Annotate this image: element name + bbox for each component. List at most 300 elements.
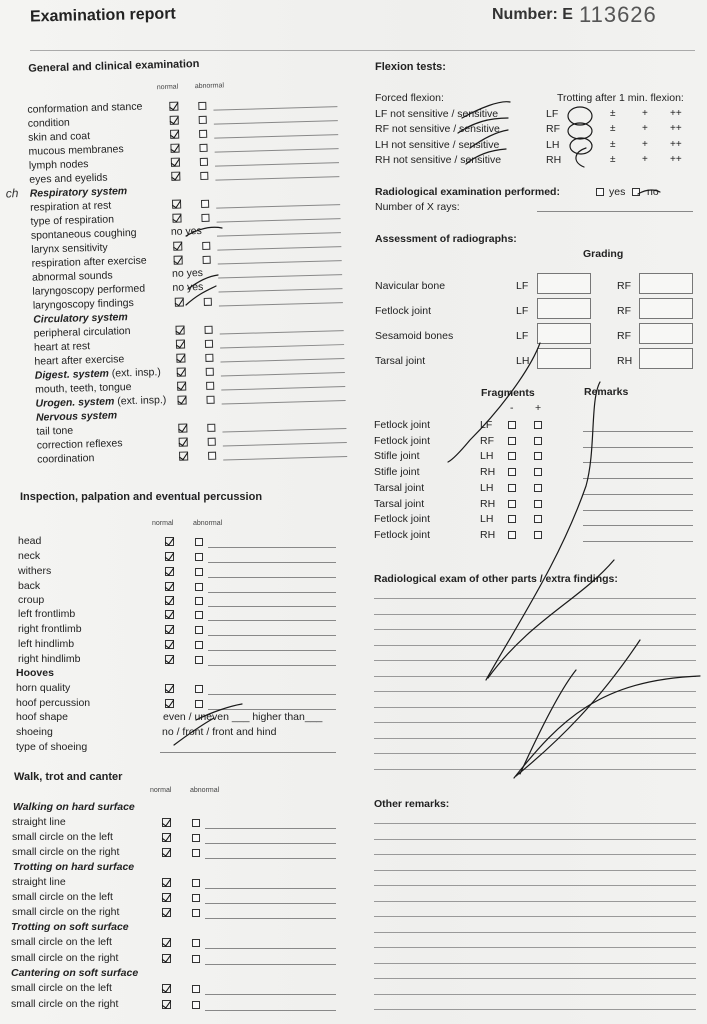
hooves-title: Hooves bbox=[16, 667, 54, 679]
normal-checkbox-checked[interactable] bbox=[171, 172, 180, 181]
entry-line bbox=[208, 577, 336, 578]
choice-abnormal-sounds: no yes bbox=[171, 266, 204, 280]
fragment-plus-checkbox[interactable] bbox=[534, 500, 542, 508]
fragment-leg: LF bbox=[480, 419, 493, 431]
entry-line bbox=[218, 274, 342, 278]
normal-checkbox-checked[interactable] bbox=[172, 200, 181, 209]
row-resp-type: type of respiration bbox=[30, 213, 115, 228]
normal-checkbox-checked[interactable] bbox=[169, 102, 178, 111]
row-abnormal-sounds: abnormal sounds bbox=[31, 269, 113, 284]
entry-line bbox=[217, 246, 341, 250]
entry-line bbox=[218, 260, 342, 264]
abnormal-checkbox[interactable] bbox=[202, 242, 210, 250]
entry-line bbox=[205, 843, 336, 844]
ht-straight: straight line bbox=[12, 876, 66, 888]
remarks-line bbox=[374, 994, 696, 995]
fragment-plus-checkbox[interactable] bbox=[534, 437, 542, 445]
flexion-grade[interactable]: + bbox=[642, 108, 648, 119]
flexion-grade[interactable]: ++ bbox=[670, 139, 682, 150]
normal-checkbox-checked[interactable] bbox=[170, 144, 179, 153]
respiratory-title: Respiratory system bbox=[29, 185, 128, 200]
abnormal-checkbox[interactable] bbox=[195, 626, 203, 634]
normal-checkbox-checked[interactable] bbox=[165, 625, 174, 634]
normal-checkbox-checked[interactable] bbox=[176, 354, 185, 363]
rad-fetlock: Fetlock joint bbox=[375, 305, 432, 317]
normal-checkbox-checked[interactable] bbox=[165, 684, 174, 693]
fragment-plus-checkbox[interactable] bbox=[534, 484, 542, 492]
normal-checkbox-checked[interactable] bbox=[162, 878, 171, 887]
entry-line bbox=[208, 635, 336, 636]
normal-checkbox-checked[interactable] bbox=[175, 298, 184, 307]
abnormal-checkbox[interactable] bbox=[192, 939, 200, 947]
flex-lh-leg: LH bbox=[546, 139, 560, 151]
fragment-plus-checkbox[interactable] bbox=[534, 531, 542, 539]
normal-checkbox-checked[interactable] bbox=[178, 423, 187, 432]
row-coughing: spontaneous coughing bbox=[30, 226, 137, 242]
normal-checkbox-checked[interactable] bbox=[162, 848, 171, 857]
type-shoeing-label: type of shoeing bbox=[16, 741, 88, 753]
normal-checkbox-checked[interactable] bbox=[165, 596, 174, 605]
forced-flexion-label: Forced flexion: bbox=[375, 92, 444, 104]
abnormal-checkbox[interactable] bbox=[192, 955, 200, 963]
entry-line bbox=[205, 858, 336, 859]
flexion-grade[interactable]: + bbox=[642, 139, 648, 150]
normal-checkbox-checked[interactable] bbox=[179, 437, 188, 446]
remarks-title: Remarks bbox=[584, 386, 629, 398]
entry-line bbox=[219, 288, 343, 292]
flexion-title: Flexion tests: bbox=[375, 61, 446, 73]
hoof-shape-label: hoof shape bbox=[16, 711, 68, 723]
normal-checkbox-checked[interactable] bbox=[172, 214, 181, 223]
walk-col-normal: normal bbox=[150, 787, 172, 794]
fragments-minus: - bbox=[510, 402, 514, 414]
hw-right: small circle on the right bbox=[12, 846, 120, 858]
entry-line bbox=[208, 650, 336, 651]
fragment-remark-line bbox=[583, 510, 693, 511]
fragment-remark-line bbox=[583, 447, 693, 448]
flex-rh-text: RH not sensitive / sensitive bbox=[375, 154, 502, 166]
entry-line bbox=[214, 134, 338, 138]
remarks-line bbox=[374, 823, 696, 824]
abnormal-checkbox[interactable] bbox=[200, 158, 208, 166]
st-right: small circle on the right bbox=[11, 952, 119, 964]
fragment-minus-checkbox[interactable] bbox=[508, 437, 516, 445]
hard-trot-title: Trotting on hard surface bbox=[13, 861, 135, 873]
normal-checkbox-checked[interactable] bbox=[173, 242, 182, 251]
remarks-line bbox=[374, 870, 696, 871]
abnormal-checkbox[interactable] bbox=[204, 298, 212, 306]
flex-rf-text: RF not sensitive / sensitive bbox=[375, 123, 500, 135]
abnormal-checkbox[interactable] bbox=[195, 611, 203, 619]
fragment-plus-checkbox[interactable] bbox=[534, 452, 542, 460]
insp-back: back bbox=[18, 580, 41, 592]
normal-checkbox-checked[interactable] bbox=[177, 367, 186, 376]
inspection-col-abnormal: abnormal bbox=[193, 520, 223, 527]
fragment-minus-checkbox[interactable] bbox=[508, 421, 516, 429]
flexion-grade[interactable]: ++ bbox=[670, 154, 682, 165]
radiology-yes-checkbox[interactable] bbox=[596, 188, 604, 196]
normal-checkbox-checked[interactable] bbox=[174, 256, 183, 265]
remarks-line bbox=[374, 854, 696, 855]
abnormal-checkbox[interactable] bbox=[192, 834, 200, 842]
abnormal-checkbox[interactable] bbox=[195, 553, 203, 561]
circulatory-title: Circulatory system bbox=[33, 311, 128, 326]
grade-box-navicular-left[interactable] bbox=[537, 273, 591, 294]
sc-left: small circle on the left bbox=[11, 982, 112, 994]
row-peripheral: peripheral circulation bbox=[33, 325, 131, 340]
entry-line bbox=[217, 218, 341, 222]
normal-checkbox-checked[interactable] bbox=[171, 158, 180, 167]
fragment-remark-line bbox=[583, 478, 693, 479]
normal-checkbox-checked[interactable] bbox=[162, 818, 171, 827]
fragment-leg: RH bbox=[480, 528, 496, 541]
abnormal-checkbox[interactable] bbox=[205, 354, 213, 362]
flexion-grade[interactable]: + bbox=[642, 123, 648, 134]
flex-rf-leg: RF bbox=[546, 123, 560, 135]
remarks-line bbox=[374, 885, 696, 886]
radiology-no-checkbox[interactable] bbox=[632, 188, 640, 196]
flexion-grade[interactable]: ++ bbox=[670, 108, 682, 119]
abnormal-checkbox[interactable] bbox=[207, 424, 215, 432]
normal-checkbox-checked[interactable] bbox=[165, 699, 174, 708]
digest-title: Digest. system bbox=[34, 367, 110, 382]
row-condition: condition bbox=[27, 116, 70, 130]
ht-left: small circle on the left bbox=[12, 891, 113, 903]
abnormal-checkbox[interactable] bbox=[199, 144, 207, 152]
entry-line bbox=[205, 903, 336, 904]
normal-checkbox-checked[interactable] bbox=[165, 567, 174, 576]
abnormal-checkbox[interactable] bbox=[204, 326, 212, 334]
entry-line bbox=[215, 148, 339, 152]
entry-line bbox=[222, 428, 346, 432]
findings-line bbox=[374, 629, 696, 630]
hw-left: small circle on the left bbox=[12, 831, 113, 843]
entry-line bbox=[223, 442, 347, 446]
entry-line bbox=[222, 400, 346, 404]
xrays-label: Number of X rays: bbox=[375, 201, 460, 213]
ht-right: small circle on the right bbox=[12, 906, 120, 918]
insp-right-frontlimb: right frontlimb bbox=[18, 623, 82, 635]
flexion-grade[interactable]: ± bbox=[610, 139, 616, 150]
fragment-joint: Fetlock joint bbox=[374, 419, 431, 431]
entry-line bbox=[213, 106, 337, 110]
normal-checkbox-checked[interactable] bbox=[165, 552, 174, 561]
abnormal-checkbox[interactable] bbox=[198, 102, 206, 110]
fragment-remark-line bbox=[583, 431, 693, 432]
row-skin-coat: skin and coat bbox=[28, 130, 91, 144]
remarks-line bbox=[374, 839, 696, 840]
soft-canter-title: Cantering on soft surface bbox=[11, 967, 139, 979]
grade-box-tarsal-right[interactable] bbox=[639, 348, 693, 369]
flexion-grade[interactable]: ++ bbox=[670, 123, 682, 134]
general-section bbox=[0, 0, 362, 480]
findings-line bbox=[374, 753, 696, 754]
normal-checkbox-checked[interactable] bbox=[165, 610, 174, 619]
fragment-leg: RH bbox=[480, 466, 496, 479]
rad-fetlock-right: RF bbox=[617, 305, 631, 317]
fragment-joint: Stifle joint bbox=[374, 450, 420, 463]
entry-line bbox=[208, 592, 336, 593]
fragment-joint: Fetlock joint bbox=[374, 434, 431, 447]
normal-checkbox-checked[interactable] bbox=[179, 451, 188, 460]
entry-line bbox=[208, 665, 336, 666]
normal-checkbox-checked[interactable] bbox=[176, 340, 185, 349]
trotting-flexion-label: Trotting after 1 min. flexion: bbox=[557, 92, 684, 104]
flexion-grade[interactable]: ± bbox=[610, 123, 616, 134]
radiology-no-label: no bbox=[647, 186, 659, 198]
entry-line bbox=[205, 828, 336, 829]
abnormal-checkbox[interactable] bbox=[195, 641, 203, 649]
entry-line bbox=[208, 562, 336, 563]
choice-laryngoscopy: no yes bbox=[172, 280, 204, 294]
fragment-remark-line bbox=[583, 462, 693, 463]
remarks-line bbox=[374, 1009, 696, 1010]
fragment-minus-checkbox[interactable] bbox=[508, 452, 516, 460]
abnormal-checkbox[interactable] bbox=[199, 116, 207, 124]
flex-rh-leg: RH bbox=[546, 154, 562, 166]
row-eyes: eyes and eyelids bbox=[29, 171, 108, 186]
abnormal-checkbox[interactable] bbox=[203, 256, 211, 264]
entry-line bbox=[205, 888, 336, 889]
fragment-joint: Fetlock joint bbox=[374, 528, 431, 541]
findings-line bbox=[374, 738, 696, 739]
entry-line bbox=[205, 994, 336, 995]
findings-line bbox=[374, 722, 696, 723]
entry-line bbox=[221, 386, 345, 390]
hoof-shape-options: even / uneven ___ higher than___ bbox=[163, 711, 323, 723]
normal-checkbox-checked[interactable] bbox=[177, 381, 186, 390]
normal-checkbox-checked[interactable] bbox=[170, 116, 179, 125]
abnormal-checkbox[interactable] bbox=[208, 452, 216, 460]
report-number-value: 113626 bbox=[579, 2, 657, 27]
rad-tarsal: Tarsal joint bbox=[375, 355, 426, 367]
normal-checkbox-checked[interactable] bbox=[165, 655, 174, 664]
fragment-joint: Stifle joint bbox=[374, 466, 420, 479]
fragment-plus-checkbox[interactable] bbox=[534, 421, 542, 429]
normal-checkbox-checked[interactable] bbox=[162, 1000, 171, 1009]
insp-head: head bbox=[18, 535, 42, 547]
normal-checkbox-checked[interactable] bbox=[165, 537, 174, 546]
fragment-plus-checkbox[interactable] bbox=[534, 468, 542, 476]
nervous-title: Nervous system bbox=[35, 409, 118, 424]
digest-suffix: (ext. insp.) bbox=[111, 366, 162, 380]
abnormal-checkbox[interactable] bbox=[206, 382, 214, 390]
abnormal-checkbox[interactable] bbox=[206, 396, 214, 404]
fragments-plus: + bbox=[535, 402, 542, 414]
fragment-leg: RF bbox=[480, 434, 494, 447]
findings-line bbox=[374, 660, 696, 661]
abnormal-checkbox[interactable] bbox=[192, 849, 200, 857]
flexion-grade[interactable]: + bbox=[642, 154, 648, 165]
findings-line bbox=[374, 691, 696, 692]
abnormal-checkbox[interactable] bbox=[195, 583, 203, 591]
normal-checkbox-checked[interactable] bbox=[162, 908, 171, 917]
other-parts-title: Radiological exam of other parts / extra findings: bbox=[374, 573, 618, 585]
abnormal-checkbox[interactable] bbox=[195, 656, 203, 664]
abnormal-checkbox[interactable] bbox=[192, 1001, 200, 1009]
entry-line bbox=[215, 162, 339, 166]
row-mucous: mucous membranes bbox=[28, 143, 124, 158]
row-larynx: larynx sensitivity bbox=[31, 241, 108, 256]
row-laryngoscopy-findings: laryngoscopy findings bbox=[32, 296, 134, 312]
normal-checkbox-checked[interactable] bbox=[170, 130, 179, 139]
row-conformation: conformation and stance bbox=[27, 100, 143, 116]
entry-line bbox=[208, 606, 336, 607]
normal-checkbox-checked[interactable] bbox=[162, 984, 171, 993]
report-title: Examination report bbox=[29, 5, 176, 26]
rad-sesamoid-right: RF bbox=[617, 330, 631, 342]
entry-line bbox=[208, 620, 336, 621]
fragment-joint: Tarsal joint bbox=[374, 481, 425, 494]
abnormal-checkbox[interactable] bbox=[205, 340, 213, 348]
normal-checkbox-checked[interactable] bbox=[162, 938, 171, 947]
entry-line bbox=[205, 948, 336, 949]
hw-straight: straight line bbox=[12, 816, 66, 828]
entry-line bbox=[205, 964, 336, 965]
other-remarks-title: Other remarks: bbox=[374, 798, 450, 810]
abnormal-checkbox[interactable] bbox=[195, 597, 203, 605]
entry-line bbox=[219, 302, 343, 306]
rad-navicular: Navicular bone bbox=[375, 280, 446, 292]
grade-box-fetlock-right[interactable] bbox=[639, 298, 693, 319]
findings-line bbox=[374, 769, 696, 770]
entry-line bbox=[205, 918, 336, 919]
flex-lf-leg: LF bbox=[546, 108, 559, 120]
rad-fetlock-left: LF bbox=[516, 305, 529, 317]
entry-line bbox=[208, 709, 336, 710]
remarks-line bbox=[374, 932, 696, 933]
abnormal-checkbox[interactable] bbox=[200, 172, 208, 180]
fragment-minus-checkbox[interactable] bbox=[508, 515, 516, 523]
fragment-remark-line bbox=[583, 494, 693, 495]
abnormal-checkbox[interactable] bbox=[201, 214, 209, 222]
normal-checkbox-checked[interactable] bbox=[162, 954, 171, 963]
abnormal-checkbox[interactable] bbox=[192, 985, 200, 993]
insp-left-frontlimb: left frontlimb bbox=[18, 608, 76, 620]
xrays-line bbox=[537, 211, 693, 212]
general-col-abnormal: abnormal bbox=[194, 82, 225, 91]
findings-line bbox=[374, 707, 696, 708]
insp-croup: croup bbox=[18, 594, 45, 606]
grade-box-sesamoid-left[interactable] bbox=[537, 323, 591, 344]
fragment-minus-checkbox[interactable] bbox=[508, 484, 516, 492]
abnormal-checkbox[interactable] bbox=[195, 685, 203, 693]
findings-line bbox=[374, 645, 696, 646]
fragment-joint: Tarsal joint bbox=[374, 497, 425, 510]
fragment-remark-line bbox=[583, 541, 693, 542]
findings-line bbox=[374, 676, 696, 677]
inspection-col-normal: normal bbox=[152, 520, 174, 527]
fragment-minus-checkbox[interactable] bbox=[508, 500, 516, 508]
abnormal-checkbox[interactable] bbox=[192, 909, 200, 917]
radiology-performed-label: Radiological examination performed: bbox=[375, 186, 560, 198]
fragment-minus-checkbox[interactable] bbox=[508, 531, 516, 539]
grading-label: Grading bbox=[583, 248, 624, 260]
rad-sesamoid-left: LF bbox=[516, 330, 529, 342]
walk-title: Walk, trot and canter bbox=[14, 771, 123, 783]
row-mouth: mouth, teeth, tongue bbox=[35, 381, 132, 396]
abnormal-checkbox[interactable] bbox=[206, 368, 214, 376]
margin-mark: ch bbox=[5, 186, 19, 201]
entry-line bbox=[205, 1010, 336, 1011]
flex-lh-text: LH not sensitive / sensitive bbox=[375, 139, 500, 151]
normal-checkbox-checked[interactable] bbox=[165, 582, 174, 591]
urogen-suffix: (ext. insp.) bbox=[117, 394, 167, 408]
row-lymph: lymph nodes bbox=[28, 158, 89, 172]
abnormal-checkbox[interactable] bbox=[192, 879, 200, 887]
normal-checkbox-checked[interactable] bbox=[175, 326, 184, 335]
entry-line bbox=[220, 330, 344, 334]
fragment-leg: RH bbox=[480, 497, 496, 510]
normal-checkbox-checked[interactable] bbox=[165, 640, 174, 649]
findings-line bbox=[374, 598, 696, 599]
fragment-leg: LH bbox=[480, 450, 494, 463]
grade-box-tarsal-left[interactable] bbox=[537, 348, 591, 369]
type-shoeing-line bbox=[160, 752, 336, 753]
inspection-title: Inspection, palpation and eventual percussion bbox=[20, 491, 263, 503]
abnormal-checkbox[interactable] bbox=[195, 568, 203, 576]
normal-checkbox-checked[interactable] bbox=[177, 395, 186, 404]
fragment-leg: LH bbox=[480, 513, 494, 526]
row-heart-rest: heart at rest bbox=[33, 340, 91, 354]
fragment-minus-checkbox[interactable] bbox=[508, 468, 516, 476]
rad-tarsal-right: RH bbox=[617, 355, 633, 367]
row-coordination: coordination bbox=[36, 452, 95, 466]
fragment-remark-line bbox=[583, 525, 693, 526]
entry-line bbox=[223, 456, 347, 460]
entry-line bbox=[208, 547, 336, 548]
rad-tarsal-left: LH bbox=[516, 355, 530, 367]
abnormal-checkbox[interactable] bbox=[208, 438, 216, 446]
shoeing-options: no / front / front and hind bbox=[162, 726, 277, 738]
report-number-label: Number: E bbox=[492, 6, 573, 23]
grade-box-navicular-right[interactable] bbox=[639, 273, 693, 294]
general-title: General and clinical examination bbox=[28, 57, 200, 75]
remarks-line bbox=[374, 947, 696, 948]
flexion-grade[interactable]: ± bbox=[610, 108, 616, 119]
entry-line bbox=[208, 694, 336, 695]
abnormal-checkbox[interactable] bbox=[199, 130, 207, 138]
walk-col-abnormal: abnormal bbox=[190, 787, 220, 794]
remarks-line bbox=[374, 901, 696, 902]
normal-checkbox-checked[interactable] bbox=[162, 833, 171, 842]
rad-navicular-left: LF bbox=[516, 280, 529, 292]
shoeing-label: shoeing bbox=[16, 726, 53, 738]
abnormal-checkbox[interactable] bbox=[192, 819, 200, 827]
st-left: small circle on the left bbox=[11, 936, 112, 948]
hoof-horn: horn quality bbox=[16, 682, 71, 694]
remarks-line bbox=[374, 963, 696, 964]
grade-box-sesamoid-right[interactable] bbox=[639, 323, 693, 344]
normal-checkbox-checked[interactable] bbox=[162, 893, 171, 902]
flex-lf-text: LF not sensitive / sensitive bbox=[375, 108, 499, 120]
entry-line bbox=[215, 176, 339, 180]
row-correction: correction reflexes bbox=[36, 437, 123, 452]
grade-box-fetlock-left[interactable] bbox=[537, 298, 591, 319]
entry-line bbox=[216, 204, 340, 208]
abnormal-checkbox[interactable] bbox=[192, 894, 200, 902]
flexion-grade[interactable]: ± bbox=[610, 154, 616, 165]
abnormal-checkbox[interactable] bbox=[201, 200, 209, 208]
row-heart-exercise: heart after exercise bbox=[34, 353, 125, 368]
fragment-leg: LH bbox=[480, 481, 494, 494]
row-resp-exercise: respiration after exercise bbox=[31, 254, 147, 270]
abnormal-checkbox[interactable] bbox=[195, 700, 203, 708]
radiology-yes-label: yes bbox=[609, 186, 626, 198]
abnormal-checkbox[interactable] bbox=[195, 538, 203, 546]
fragment-joint: Fetlock joint bbox=[374, 513, 431, 526]
fragment-plus-checkbox[interactable] bbox=[534, 515, 542, 523]
